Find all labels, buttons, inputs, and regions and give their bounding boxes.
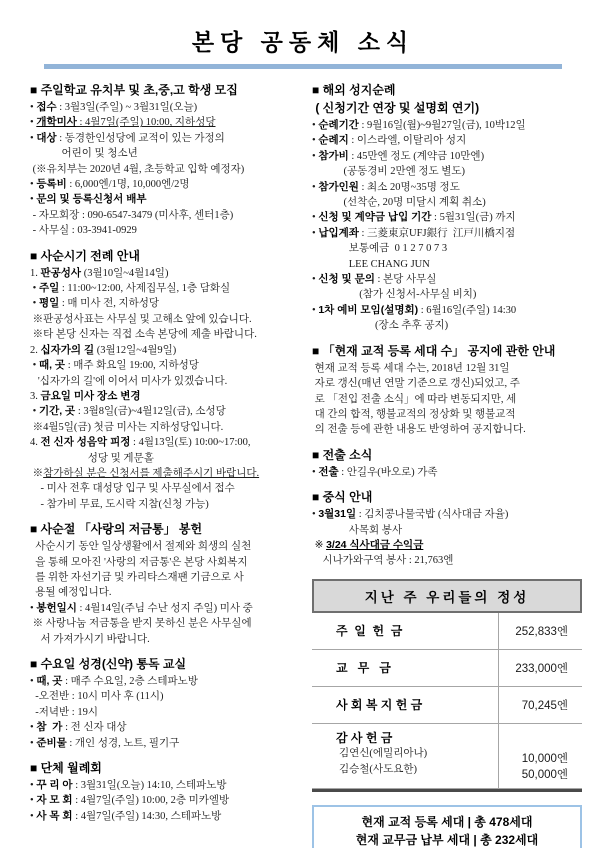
offering-label: 주 일 헌 금 xyxy=(312,613,499,649)
text-segment: 사 목 회 xyxy=(36,809,73,822)
text-segment: (3월12일~4월9일) xyxy=(94,344,177,356)
text-line xyxy=(312,133,582,148)
text-segment: 사순시기 동안 일상생활에서 절제와 희생의 실천 xyxy=(30,541,252,553)
text-line xyxy=(30,115,300,130)
text-line xyxy=(312,507,582,522)
thanksgiving-label: 감 사 헌 금 xyxy=(336,730,393,745)
thanksgiving-label-cell xyxy=(312,724,499,788)
text-line xyxy=(312,180,582,195)
text-segment: • xyxy=(30,406,39,418)
section-title: ■ 전출 소식 xyxy=(312,447,373,462)
text-segment: 판공성사 xyxy=(40,266,82,279)
text-line xyxy=(30,720,300,735)
text-line xyxy=(30,555,300,570)
text-line xyxy=(30,374,300,389)
text-segment: 대 간의 합적, 행불교적의 정상화 및 행불교적 xyxy=(312,408,516,420)
text-segment: • xyxy=(312,120,319,131)
text-line xyxy=(30,192,300,207)
text-line xyxy=(312,392,582,407)
household-count-box xyxy=(312,805,582,848)
text-segment: : 안길우(바오로) 가족 xyxy=(338,466,438,478)
section-title: ■ 사순절 「사랑의 저금통」 봉헌 xyxy=(30,522,203,537)
title-underline-bar xyxy=(44,64,562,69)
text-segment: 용될 예정입니다. xyxy=(30,587,112,599)
text-segment: 때, 곳 xyxy=(36,675,63,687)
text-line xyxy=(312,523,582,538)
table-row xyxy=(312,613,582,650)
table-row xyxy=(312,687,582,724)
text-segment: 1. xyxy=(30,267,41,279)
text-line xyxy=(30,296,300,311)
text-line xyxy=(312,303,582,318)
text-line xyxy=(30,162,300,177)
text-segment: • xyxy=(30,298,39,310)
text-segment: 4. xyxy=(30,437,41,449)
text-segment: 1차 예비 모임(설명회) xyxy=(318,303,419,316)
section-title: ■ 「현재 교적 등록 세대 수」 공지에 관한 안내 xyxy=(312,343,556,358)
text-segment: 납입계좌 xyxy=(318,226,359,239)
text-segment: 신청 및 계약금 납입 기간 xyxy=(318,211,432,224)
text-segment: : 4월14일(주님 수난 성지 주일) 미사 중 xyxy=(76,602,253,614)
text-line xyxy=(30,420,300,435)
text-segment: 3. xyxy=(30,390,41,402)
text-line xyxy=(30,585,300,600)
text-segment: : 6,000엔/1명, 10,000엔/2명 xyxy=(66,179,190,191)
text-line xyxy=(312,318,582,333)
text-segment: • xyxy=(312,181,319,193)
text-segment: 봉헌일시 xyxy=(36,601,77,614)
text-segment: • xyxy=(30,117,37,129)
text-line xyxy=(312,538,582,553)
text-line xyxy=(312,118,582,133)
text-line xyxy=(30,358,300,373)
text-segment: : 3월8일(금)~4월12일(금), 소성당 xyxy=(75,406,226,418)
text-segment: 주일 xyxy=(38,282,60,295)
text-segment: : 6월16일(주일) 14:30 xyxy=(418,304,517,316)
text-line xyxy=(30,131,300,146)
section-household-notice xyxy=(312,343,582,438)
text-segment: 참 가 xyxy=(36,721,63,734)
section-sunday-school xyxy=(30,82,300,239)
text-segment: 등록비 xyxy=(36,178,67,191)
text-line xyxy=(30,343,300,358)
donor-amount: 50,000엔 xyxy=(521,768,568,781)
text-segment: ※판공성사표는 사무실 및 고해소 앞에 있습니다. xyxy=(30,313,252,325)
text-segment: 을 통해 모아진 '사랑의 저금통'은 본당 사회복지 xyxy=(30,556,248,568)
text-segment: : 4월7일(주일) 14:30, 스테파노방 xyxy=(72,810,222,822)
two-column-layout xyxy=(30,81,576,848)
text-segment: • xyxy=(312,466,319,478)
section-pilgrimage xyxy=(312,82,582,334)
text-segment: • xyxy=(30,360,39,372)
text-segment: ※타 본당 신자는 직접 소속 본당에 제출 바랍니다. xyxy=(30,329,257,341)
text-line xyxy=(312,210,582,225)
text-line xyxy=(30,466,300,481)
section-title: ■ 사순시기 전례 안내 xyxy=(30,248,140,263)
text-segment: 자 모 회 xyxy=(36,794,73,807)
right-column-sections xyxy=(312,82,582,569)
text-segment: ※ xyxy=(30,467,44,479)
text-segment: 3/24 식사대금 수익금 xyxy=(326,538,424,551)
offering-label: 교 무 금 xyxy=(312,650,499,686)
text-segment: : 11:00~12:00, 사제집무실, 1층 담화실 xyxy=(59,283,231,295)
text-segment: : 매주 수요일, 2층 스테파노방 xyxy=(62,676,198,687)
text-segment: 금요일 미사 장소 변경 xyxy=(40,389,141,402)
text-segment: • xyxy=(312,135,319,147)
text-line xyxy=(312,407,582,422)
text-line xyxy=(30,146,300,161)
text-segment: (※유치부는 2020년 4월, 초등학교 입학 예정자) xyxy=(30,163,245,175)
text-segment: 참가비 xyxy=(318,149,349,162)
text-segment: : 동경한인성당에 교적이 있는 가정의 xyxy=(56,132,225,144)
text-segment: 현재 교적 등록 세대 수는, 2018년 12월 31일 xyxy=(312,362,510,374)
text-segment: ※ 사랑나눔 저금통을 받지 못하신 분은 사무실에 xyxy=(30,618,252,630)
text-line xyxy=(312,257,582,272)
text-segment: 로 「전입 전출 소식」에 따라 변동되지만, 세 xyxy=(312,393,517,405)
text-line xyxy=(312,272,582,287)
section-transfer-news xyxy=(312,447,582,480)
text-segment: 십자가의 길 xyxy=(40,343,95,356)
text-segment: 대상 xyxy=(36,131,57,144)
text-segment: : 4월7일(주일) 10:00, 지하성당 xyxy=(76,117,216,129)
text-line xyxy=(312,287,582,302)
text-line xyxy=(30,809,300,824)
text-segment: • xyxy=(30,780,37,792)
text-line xyxy=(312,195,582,210)
section-title: ■ 수요일 성경(신약) 통독 교실 xyxy=(30,657,187,671)
text-segment: • xyxy=(30,676,37,687)
text-segment: 때, 곳 xyxy=(38,359,66,372)
text-segment: • xyxy=(30,737,37,749)
text-segment: 2. xyxy=(30,344,41,356)
registered-households-line: 현재 교적 등록 세대 | 총 478세대 xyxy=(361,814,533,829)
text-line xyxy=(30,312,300,327)
text-segment: : 4월13일(토) 10:00~17:00, xyxy=(130,437,251,449)
left-column xyxy=(30,81,300,848)
text-segment: • xyxy=(30,722,37,734)
donor-amount: 10,000엔 xyxy=(521,752,568,765)
text-segment: • xyxy=(312,304,319,316)
text-segment: : 본당 사무실 xyxy=(374,274,437,286)
text-segment: • xyxy=(30,102,37,113)
text-segment: 전 신자 성음악 피정 xyxy=(40,436,131,449)
text-segment: ※4월5일(금) 첫금 미사는 지하성당입니다. xyxy=(30,421,224,433)
text-line xyxy=(30,570,300,585)
text-segment: 평일 xyxy=(38,297,60,310)
text-segment: (장소 추후 공지) xyxy=(312,320,449,332)
text-segment: : 45만엔 정도 (계약금 10만엔) xyxy=(348,150,485,162)
text-line xyxy=(312,241,582,256)
text-segment: • xyxy=(30,602,37,614)
thanksgiving-amount-cell xyxy=(499,724,582,788)
text-line xyxy=(30,327,300,342)
text-segment: 참가인원 xyxy=(318,180,359,193)
section-lent-liturgy xyxy=(30,248,300,513)
text-segment: 자로 갱신(매년 연말 기준으로 갱신)되었고, 주 xyxy=(312,378,520,390)
text-segment: LEE CHANG JUN xyxy=(312,258,430,270)
text-line xyxy=(312,465,582,480)
section-piggy-bank xyxy=(30,521,300,647)
text-segment: 사목회 봉사 xyxy=(312,524,403,536)
text-segment: - 미사 전후 대성당 입구 및 사무실에서 접수 xyxy=(30,483,235,495)
text-segment: : 4월7일(주일) 10:00, 2층 미카엘방 xyxy=(72,795,230,807)
text-segment: 보통예금 0 1 2 7 0 7 3 xyxy=(312,243,448,255)
text-segment: 문의 및 등록신청서 배부 xyxy=(36,193,147,206)
text-line xyxy=(312,376,582,391)
text-segment: - 참가비 무료, 도시락 지참(신청 가능) xyxy=(30,498,209,510)
text-segment: : 三菱東京UFJ銀行 江戸川橋지점 xyxy=(358,227,516,239)
text-segment: • xyxy=(30,179,37,191)
section-lunch-notice xyxy=(312,489,582,569)
text-line xyxy=(30,208,300,223)
text-line xyxy=(30,793,300,808)
text-segment: 꾸 리 아 xyxy=(36,779,73,792)
text-line xyxy=(312,553,582,568)
table-row xyxy=(312,650,582,687)
text-line xyxy=(30,266,300,281)
section-title: ( 신청기간 연장 및 설명회 연기) xyxy=(312,101,480,115)
text-line xyxy=(30,539,300,554)
text-segment: • xyxy=(312,212,319,224)
text-segment: : 김치콩나물국밥 (식사대금 자율) xyxy=(356,509,509,521)
text-segment: ※ xyxy=(312,539,327,551)
text-line xyxy=(312,149,582,164)
text-segment: 서 가져가시기 바랍니다. xyxy=(30,633,150,645)
offering-table-header: 지난 주 우리들의 정성 xyxy=(312,579,582,613)
text-segment: : 매 미사 전, 지하성당 xyxy=(59,298,160,310)
text-segment: • xyxy=(30,283,39,295)
text-segment: 기간, 곳 xyxy=(38,405,76,418)
donor-name: 김승철(사도요한) xyxy=(339,763,417,775)
text-segment: • xyxy=(312,509,319,521)
text-segment: - 자모회장 : 090-6547-3479 (미사후, 센터1층) xyxy=(30,209,234,221)
page-title: 본당 공동체 소식 xyxy=(191,29,415,55)
text-segment: -오전반 : 10시 미사 후 (11시) xyxy=(30,691,164,703)
text-line xyxy=(30,674,300,689)
text-line xyxy=(30,223,300,238)
text-line xyxy=(30,481,300,496)
text-line xyxy=(30,705,300,720)
table-row-thanksgiving xyxy=(312,724,582,789)
text-line xyxy=(30,497,300,512)
text-segment: 준비물 xyxy=(36,736,67,749)
offering-amount: 70,245엔 xyxy=(521,699,568,712)
text-segment: 순례기간 xyxy=(318,119,359,131)
text-segment: : 3월31일(오늘) 14:10, 스테파노방 xyxy=(72,780,227,792)
text-line xyxy=(30,177,300,192)
section-title: ■ 주일학교 유치부 및 초,중,고 학생 모집 xyxy=(30,83,238,97)
text-segment: (공동경비 2만엔 정도 별도) xyxy=(312,166,466,178)
text-line xyxy=(30,451,300,466)
text-segment: 개학미사 xyxy=(36,116,77,129)
text-segment: • xyxy=(312,227,319,239)
text-segment: : 개인 성경, 노트, 필기구 xyxy=(66,737,180,749)
text-segment: : 최소 20명~35명 정도 xyxy=(358,181,460,193)
text-segment: 전출 xyxy=(318,465,339,478)
text-segment: • xyxy=(30,810,37,822)
section-monthly-meetings xyxy=(30,760,300,824)
paying-households-line: 현재 교무금 납부 세대 | 총 232세대 xyxy=(355,832,539,847)
text-line xyxy=(30,632,300,647)
text-segment: 성당 및 게문홀 xyxy=(30,452,154,464)
donor-name: 김연신(에밀리아나) xyxy=(339,747,428,759)
text-segment: : 이스라엘, 이탈리아 성지 xyxy=(348,135,467,147)
text-line xyxy=(30,736,300,751)
text-segment: • xyxy=(30,132,37,144)
section-title: ■ 단체 월례회 xyxy=(30,761,102,776)
offering-amount: 252,833엔 xyxy=(515,625,568,638)
text-line xyxy=(30,601,300,616)
text-line xyxy=(30,435,300,450)
text-segment: : 3월3일(주일) ~ 3월31일(오늘) xyxy=(56,102,198,113)
text-line xyxy=(30,616,300,631)
text-segment: • xyxy=(30,194,37,206)
text-segment: : 전 신자 대상 xyxy=(62,722,127,734)
page-header xyxy=(30,24,576,69)
section-title: ■ 중식 안내 xyxy=(312,490,373,505)
text-segment: 를 위한 자선기금 및 카리타스재팬 기금으로 사 xyxy=(30,571,244,583)
text-line xyxy=(312,164,582,179)
text-segment: -저녁반 : 19시 xyxy=(30,706,98,718)
text-segment: • xyxy=(312,150,319,162)
text-segment: 참가하실 분은 신청서를 제출해주시기 바랍니다. xyxy=(43,467,260,479)
offering-label: 사 회 복 지 헌 금 xyxy=(312,687,499,723)
text-line xyxy=(312,361,582,376)
text-segment: 순례지 xyxy=(318,134,349,147)
text-segment: - 사무실 : 03-3941-0929 xyxy=(30,225,137,237)
right-column xyxy=(312,81,582,848)
text-segment: (참가 신청서-사무실 비치) xyxy=(312,289,477,301)
text-line xyxy=(30,389,300,404)
text-line xyxy=(30,778,300,793)
text-segment: 의 전출 등에 관한 내용도 반영하여 공지합니다. xyxy=(312,424,526,436)
text-segment: 접수 xyxy=(36,101,57,113)
text-line xyxy=(30,404,300,419)
text-segment: '십자가의 길'에 이어서 미사가 있겠습니다. xyxy=(30,375,228,387)
text-segment: 시나가와구역 봉사 : 21,763엔 xyxy=(312,555,454,567)
offering-table xyxy=(312,579,582,792)
text-line xyxy=(312,422,582,437)
offering-amount: 233,000엔 xyxy=(515,662,568,675)
text-segment: : 5월31일(금) 까지 xyxy=(431,212,516,224)
text-segment: : 9월16일(월)~9월27일(금), 10박12일 xyxy=(358,120,526,131)
text-segment: (선착순, 20명 미달시 계획 취소) xyxy=(312,197,486,209)
offering-table-body xyxy=(312,613,582,792)
section-bible-class xyxy=(30,656,300,751)
text-segment: 어린이 및 청소년 xyxy=(30,148,138,160)
text-segment: (3월10일~4월14일) xyxy=(81,267,169,279)
section-title: ■ 해외 성지순례 xyxy=(312,83,396,97)
text-segment: : 매주 화요일 19:00, 지하성당 xyxy=(65,360,199,372)
text-line xyxy=(312,226,582,241)
text-line xyxy=(30,281,300,296)
text-segment: • xyxy=(30,795,37,807)
text-segment: 신청 및 문의 xyxy=(318,273,375,286)
text-segment: • xyxy=(312,274,319,286)
text-line xyxy=(30,100,300,115)
text-line xyxy=(30,689,300,704)
text-segment: 3월31일 xyxy=(318,508,357,521)
